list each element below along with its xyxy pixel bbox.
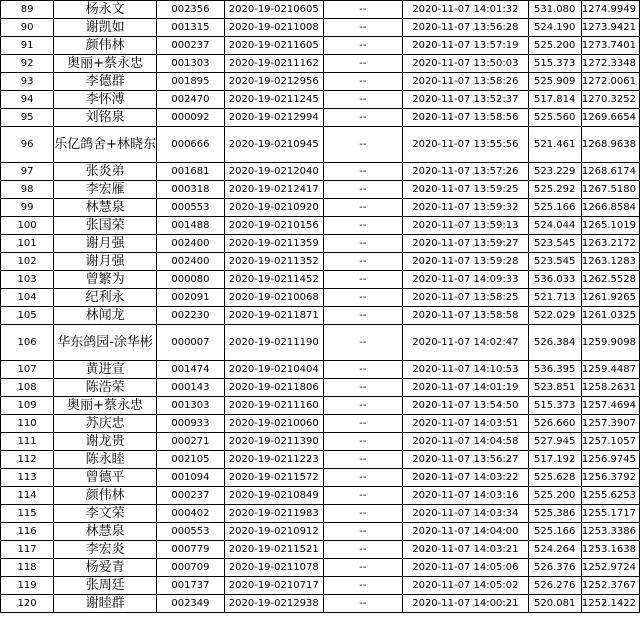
rank-cell: 108: [1, 379, 54, 397]
ring-number-cell: 2020-19-0210912: [224, 523, 323, 541]
speed-cell: 526.660: [528, 415, 581, 433]
speed-cell: 527.945: [528, 433, 581, 451]
member-code-cell: 001315: [157, 19, 225, 37]
fancier-name-cell: 杨永文: [54, 1, 157, 19]
ring-number-cell: 2020-19-0211160: [224, 397, 323, 415]
speed-cell: 525.628: [528, 469, 581, 487]
ring-number-cell: 2020-19-0210849: [224, 487, 323, 505]
ring-number-cell: 2020-19-0211162: [224, 55, 323, 73]
fancier-name-cell: 黄进宣: [54, 361, 157, 379]
member-code-cell: 000143: [157, 379, 225, 397]
arrival-time-cell: 2020-11-07 14:03:34: [403, 505, 528, 523]
rank-cell: 105: [1, 307, 54, 325]
ring-number-cell: 2020-19-0211806: [224, 379, 323, 397]
arrival-time-cell: 2020-11-07 13:57:26: [403, 163, 528, 181]
member-code-cell: 001737: [157, 577, 225, 595]
arrival-time-cell: 2020-11-07 14:04:58: [403, 433, 528, 451]
mark-cell: --: [323, 127, 403, 163]
member-code-cell: 000402: [157, 505, 225, 523]
arrival-time-cell: 2020-11-07 13:58:26: [403, 73, 528, 91]
speed-cell: 523.229: [528, 163, 581, 181]
member-code-cell: 001303: [157, 397, 225, 415]
ring-number-cell: 2020-19-0212938: [224, 595, 323, 613]
rank-cell: 102: [1, 253, 54, 271]
fancier-name-cell: 李宏雁: [54, 181, 157, 199]
fancier-name-cell: 谢凯如: [54, 19, 157, 37]
rank-cell: 97: [1, 163, 54, 181]
speed-cell: 515.373: [528, 55, 581, 73]
ring-number-cell: 2020-19-0210945: [224, 127, 323, 163]
mark-cell: --: [323, 253, 403, 271]
fancier-name-cell: 谢月强: [54, 235, 157, 253]
fancier-name-cell: 乐亿鸽舍+林晓东: [54, 127, 157, 163]
fancier-name-cell: 林闻龙: [54, 307, 157, 325]
arrival-time-cell: 2020-11-07 13:59:28: [403, 253, 528, 271]
table-row: [1, 235, 640, 253]
mark-cell: --: [323, 397, 403, 415]
score-cell: 1256.9745: [581, 451, 639, 469]
mark-cell: --: [323, 271, 403, 289]
speed-cell: 525.909: [528, 73, 581, 91]
table-row: [1, 595, 640, 613]
member-code-cell: 000666: [157, 127, 225, 163]
score-cell: 1255.1717: [581, 505, 639, 523]
fancier-name-cell: 林慧泉: [54, 523, 157, 541]
table-row: [1, 433, 640, 451]
mark-cell: --: [323, 37, 403, 55]
score-cell: 1261.0325: [581, 307, 639, 325]
fancier-name-cell: 曾繁为: [54, 271, 157, 289]
results-table-body: [1, 1, 640, 613]
table-row: [1, 253, 640, 271]
ring-number-cell: 2020-19-0211245: [224, 91, 323, 109]
score-cell: 1268.6174: [581, 163, 639, 181]
table-row: [1, 271, 640, 289]
rank-cell: 118: [1, 559, 54, 577]
speed-cell: 525.166: [528, 523, 581, 541]
table-row: [1, 73, 640, 91]
speed-cell: 515.373: [528, 397, 581, 415]
score-cell: 1257.3907: [581, 415, 639, 433]
rank-cell: 101: [1, 235, 54, 253]
ring-number-cell: 2020-19-0210920: [224, 199, 323, 217]
mark-cell: --: [323, 433, 403, 451]
rank-cell: 89: [1, 1, 54, 19]
speed-cell: 526.376: [528, 559, 581, 577]
mark-cell: --: [323, 289, 403, 307]
score-cell: 1274.9949: [581, 1, 639, 19]
fancier-name-cell: 谢睦群: [54, 595, 157, 613]
table-row: [1, 37, 640, 55]
ring-number-cell: 2020-19-0211605: [224, 37, 323, 55]
arrival-time-cell: 2020-11-07 14:09:33: [403, 271, 528, 289]
member-code-cell: 001094: [157, 469, 225, 487]
mark-cell: --: [323, 577, 403, 595]
arrival-time-cell: 2020-11-07 14:02:47: [403, 325, 528, 361]
score-cell: 1252.9724: [581, 559, 639, 577]
member-code-cell: 001681: [157, 163, 225, 181]
rank-cell: 117: [1, 541, 54, 559]
speed-cell: 520.081: [528, 595, 581, 613]
speed-cell: 526.276: [528, 577, 581, 595]
score-cell: 1262.5528: [581, 271, 639, 289]
arrival-time-cell: 2020-11-07 14:00:21: [403, 595, 528, 613]
arrival-time-cell: 2020-11-07 14:05:02: [403, 577, 528, 595]
fancier-name-cell: 张炎弟: [54, 163, 157, 181]
rank-cell: 115: [1, 505, 54, 523]
mark-cell: --: [323, 91, 403, 109]
speed-cell: 517.814: [528, 91, 581, 109]
score-cell: 1252.1422: [581, 595, 639, 613]
fancier-name-cell: 李怀溥: [54, 91, 157, 109]
speed-cell: 526.384: [528, 325, 581, 361]
ring-number-cell: 2020-19-0211521: [224, 541, 323, 559]
fancier-name-cell: 陈浩荣: [54, 379, 157, 397]
member-code-cell: 001474: [157, 361, 225, 379]
mark-cell: --: [323, 163, 403, 181]
rank-cell: 94: [1, 91, 54, 109]
fancier-name-cell: 林慧泉: [54, 199, 157, 217]
table-row: [1, 1, 640, 19]
score-cell: 1256.3792: [581, 469, 639, 487]
arrival-time-cell: 2020-11-07 14:03:21: [403, 541, 528, 559]
fancier-name-cell: 谢月强: [54, 253, 157, 271]
member-code-cell: 000709: [157, 559, 225, 577]
ring-number-cell: 2020-19-0212417: [224, 181, 323, 199]
fancier-name-cell: 谢龙贵: [54, 433, 157, 451]
ring-number-cell: 2020-19-0212040: [224, 163, 323, 181]
member-code-cell: 002105: [157, 451, 225, 469]
arrival-time-cell: 2020-11-07 13:58:58: [403, 307, 528, 325]
fancier-name-cell: 杨爱青: [54, 559, 157, 577]
speed-cell: 524.264: [528, 541, 581, 559]
score-cell: 1273.9421: [581, 19, 639, 37]
mark-cell: --: [323, 1, 403, 19]
score-cell: 1268.9638: [581, 127, 639, 163]
rank-cell: 93: [1, 73, 54, 91]
mark-cell: --: [323, 559, 403, 577]
member-code-cell: 000553: [157, 523, 225, 541]
speed-cell: 525.292: [528, 181, 581, 199]
speed-cell: 524.044: [528, 217, 581, 235]
table-row: [1, 217, 640, 235]
table-row: [1, 379, 640, 397]
rank-cell: 111: [1, 433, 54, 451]
table-row: [1, 397, 640, 415]
ring-number-cell: 2020-19-0212956: [224, 73, 323, 91]
mark-cell: --: [323, 73, 403, 91]
ring-number-cell: 2020-19-0211390: [224, 433, 323, 451]
member-code-cell: 001488: [157, 217, 225, 235]
speed-cell: 523.545: [528, 235, 581, 253]
fancier-name-cell: 纪利永: [54, 289, 157, 307]
ring-number-cell: 2020-19-0211983: [224, 505, 323, 523]
ring-number-cell: 2020-19-0212994: [224, 109, 323, 127]
table-row: [1, 127, 640, 163]
table-row: [1, 307, 640, 325]
score-cell: 1266.8584: [581, 199, 639, 217]
score-cell: 1259.9098: [581, 325, 639, 361]
member-code-cell: 002349: [157, 595, 225, 613]
table-row: [1, 325, 640, 361]
speed-cell: 525.560: [528, 109, 581, 127]
arrival-time-cell: 2020-11-07 13:50:03: [403, 55, 528, 73]
arrival-time-cell: 2020-11-07 13:58:25: [403, 289, 528, 307]
rank-cell: 110: [1, 415, 54, 433]
table-row: [1, 163, 640, 181]
table-row: [1, 559, 640, 577]
ring-number-cell: 2020-19-0211078: [224, 559, 323, 577]
ring-number-cell: 2020-19-0210605: [224, 1, 323, 19]
arrival-time-cell: 2020-11-07 13:56:27: [403, 451, 528, 469]
rank-cell: 116: [1, 523, 54, 541]
arrival-time-cell: 2020-11-07 14:10:53: [403, 361, 528, 379]
member-code-cell: 001895: [157, 73, 225, 91]
mark-cell: --: [323, 199, 403, 217]
score-cell: 1255.6253: [581, 487, 639, 505]
mark-cell: --: [323, 19, 403, 37]
ring-number-cell: 2020-19-0210060: [224, 415, 323, 433]
fancier-name-cell: 李文荣: [54, 505, 157, 523]
rank-cell: 91: [1, 37, 54, 55]
speed-cell: 521.461: [528, 127, 581, 163]
ring-number-cell: 2020-19-0211223: [224, 451, 323, 469]
rank-cell: 96: [1, 127, 54, 163]
arrival-time-cell: 2020-11-07 13:56:28: [403, 19, 528, 37]
member-code-cell: 000092: [157, 109, 225, 127]
score-cell: 1273.7401: [581, 37, 639, 55]
rank-cell: 104: [1, 289, 54, 307]
ring-number-cell: 2020-19-0211452: [224, 271, 323, 289]
rank-cell: 113: [1, 469, 54, 487]
arrival-time-cell: 2020-11-07 13:59:32: [403, 199, 528, 217]
fancier-name-cell: 华东鸽园-涂华彬: [54, 325, 157, 361]
score-cell: 1258.2631: [581, 379, 639, 397]
score-cell: 1253.1638: [581, 541, 639, 559]
table-row: [1, 55, 640, 73]
fancier-name-cell: 张国荣: [54, 217, 157, 235]
table-row: [1, 181, 640, 199]
fancier-name-cell: 曾德平: [54, 469, 157, 487]
rank-cell: 112: [1, 451, 54, 469]
arrival-time-cell: 2020-11-07 14:01:32: [403, 1, 528, 19]
score-cell: 1272.0061: [581, 73, 639, 91]
speed-cell: 525.166: [528, 199, 581, 217]
fancier-name-cell: 颜伟林: [54, 37, 157, 55]
speed-cell: 531.080: [528, 1, 581, 19]
member-code-cell: 000779: [157, 541, 225, 559]
rank-cell: 107: [1, 361, 54, 379]
fancier-name-cell: 李宏炎: [54, 541, 157, 559]
mark-cell: --: [323, 235, 403, 253]
table-row: [1, 289, 640, 307]
fancier-name-cell: 张周廷: [54, 577, 157, 595]
speed-cell: 517.192: [528, 451, 581, 469]
speed-cell: 525.200: [528, 37, 581, 55]
ring-number-cell: 2020-19-0210156: [224, 217, 323, 235]
mark-cell: --: [323, 325, 403, 361]
ring-number-cell: 2020-19-0210068: [224, 289, 323, 307]
mark-cell: --: [323, 379, 403, 397]
fancier-name-cell: 奥丽+蔡永忠: [54, 55, 157, 73]
table-row: [1, 19, 640, 37]
mark-cell: --: [323, 523, 403, 541]
fancier-name-cell: 苏庆忠: [54, 415, 157, 433]
table-row: [1, 199, 640, 217]
member-code-cell: 000933: [157, 415, 225, 433]
mark-cell: --: [323, 307, 403, 325]
table-row: [1, 469, 640, 487]
mark-cell: --: [323, 541, 403, 559]
fancier-name-cell: 颜伟林: [54, 487, 157, 505]
arrival-time-cell: 2020-11-07 14:03:51: [403, 415, 528, 433]
arrival-time-cell: 2020-11-07 13:55:56: [403, 127, 528, 163]
mark-cell: --: [323, 487, 403, 505]
member-code-cell: 000553: [157, 199, 225, 217]
member-code-cell: 000237: [157, 487, 225, 505]
score-cell: 1257.4694: [581, 397, 639, 415]
arrival-time-cell: 2020-11-07 13:59:25: [403, 181, 528, 199]
member-code-cell: 002091: [157, 289, 225, 307]
member-code-cell: 000271: [157, 433, 225, 451]
rank-cell: 114: [1, 487, 54, 505]
arrival-time-cell: 2020-11-07 14:01:19: [403, 379, 528, 397]
table-row: [1, 577, 640, 595]
table-row: [1, 505, 640, 523]
score-cell: 1261.9265: [581, 289, 639, 307]
mark-cell: --: [323, 109, 403, 127]
rank-cell: 90: [1, 19, 54, 37]
table-row: [1, 109, 640, 127]
speed-cell: 523.545: [528, 253, 581, 271]
arrival-time-cell: 2020-11-07 13:57:19: [403, 37, 528, 55]
rank-cell: 100: [1, 217, 54, 235]
score-cell: 1267.5180: [581, 181, 639, 199]
mark-cell: --: [323, 55, 403, 73]
member-code-cell: 002470: [157, 91, 225, 109]
arrival-time-cell: 2020-11-07 14:03:22: [403, 469, 528, 487]
member-code-cell: 002230: [157, 307, 225, 325]
ring-number-cell: 2020-19-0210717: [224, 577, 323, 595]
mark-cell: --: [323, 505, 403, 523]
ring-number-cell: 2020-19-0211871: [224, 307, 323, 325]
fancier-name-cell: 奥丽+蔡永忠: [54, 397, 157, 415]
ring-number-cell: 2020-19-0211190: [224, 325, 323, 361]
ring-number-cell: 2020-19-0210404: [224, 361, 323, 379]
mark-cell: --: [323, 469, 403, 487]
table-row: [1, 487, 640, 505]
rank-cell: 95: [1, 109, 54, 127]
mark-cell: --: [323, 415, 403, 433]
ring-number-cell: 2020-19-0211572: [224, 469, 323, 487]
mark-cell: --: [323, 451, 403, 469]
score-cell: 1257.1057: [581, 433, 639, 451]
mark-cell: --: [323, 361, 403, 379]
score-cell: 1272.3348: [581, 55, 639, 73]
table-row: [1, 541, 640, 559]
mark-cell: --: [323, 181, 403, 199]
member-code-cell: 002400: [157, 235, 225, 253]
score-cell: 1252.3767: [581, 577, 639, 595]
rank-cell: 106: [1, 325, 54, 361]
ring-number-cell: 2020-19-0211352: [224, 253, 323, 271]
score-cell: 1269.6654: [581, 109, 639, 127]
member-code-cell: 000318: [157, 181, 225, 199]
table-row: [1, 415, 640, 433]
table-row: [1, 451, 640, 469]
rank-cell: 119: [1, 577, 54, 595]
fancier-name-cell: 李德群: [54, 73, 157, 91]
table-row: [1, 523, 640, 541]
member-code-cell: 002356: [157, 1, 225, 19]
speed-cell: 521.713: [528, 289, 581, 307]
arrival-time-cell: 2020-11-07 13:59:13: [403, 217, 528, 235]
score-cell: 1270.3252: [581, 91, 639, 109]
arrival-time-cell: 2020-11-07 14:05:06: [403, 559, 528, 577]
rank-cell: 120: [1, 595, 54, 613]
member-code-cell: 000080: [157, 271, 225, 289]
member-code-cell: 000007: [157, 325, 225, 361]
score-cell: 1259.4487: [581, 361, 639, 379]
speed-cell: 523.851: [528, 379, 581, 397]
arrival-time-cell: 2020-11-07 13:52:37: [403, 91, 528, 109]
ring-number-cell: 2020-19-0211359: [224, 235, 323, 253]
rank-cell: 109: [1, 397, 54, 415]
table-row: [1, 361, 640, 379]
member-code-cell: 002400: [157, 253, 225, 271]
speed-cell: 525.200: [528, 487, 581, 505]
arrival-time-cell: 2020-11-07 13:58:56: [403, 109, 528, 127]
fancier-name-cell: 陈永睦: [54, 451, 157, 469]
speed-cell: 524.190: [528, 19, 581, 37]
speed-cell: 536.395: [528, 361, 581, 379]
score-cell: 1263.1283: [581, 253, 639, 271]
arrival-time-cell: 2020-11-07 13:59:27: [403, 235, 528, 253]
member-code-cell: 000237: [157, 37, 225, 55]
fancier-name-cell: 刘铭泉: [54, 109, 157, 127]
mark-cell: --: [323, 595, 403, 613]
table-row: [1, 91, 640, 109]
arrival-time-cell: 2020-11-07 14:03:16: [403, 487, 528, 505]
arrival-time-cell: 2020-11-07 13:54:50: [403, 397, 528, 415]
ring-number-cell: 2020-19-0211008: [224, 19, 323, 37]
mark-cell: --: [323, 217, 403, 235]
speed-cell: 525.386: [528, 505, 581, 523]
score-cell: 1265.1019: [581, 217, 639, 235]
rank-cell: 92: [1, 55, 54, 73]
score-cell: 1263.2172: [581, 235, 639, 253]
arrival-time-cell: 2020-11-07 14:04:00: [403, 523, 528, 541]
rank-cell: 99: [1, 199, 54, 217]
member-code-cell: 001303: [157, 55, 225, 73]
speed-cell: 536.033: [528, 271, 581, 289]
speed-cell: 522.029: [528, 307, 581, 325]
score-cell: 1253.3386: [581, 523, 639, 541]
rank-cell: 98: [1, 181, 54, 199]
rank-cell: 103: [1, 271, 54, 289]
